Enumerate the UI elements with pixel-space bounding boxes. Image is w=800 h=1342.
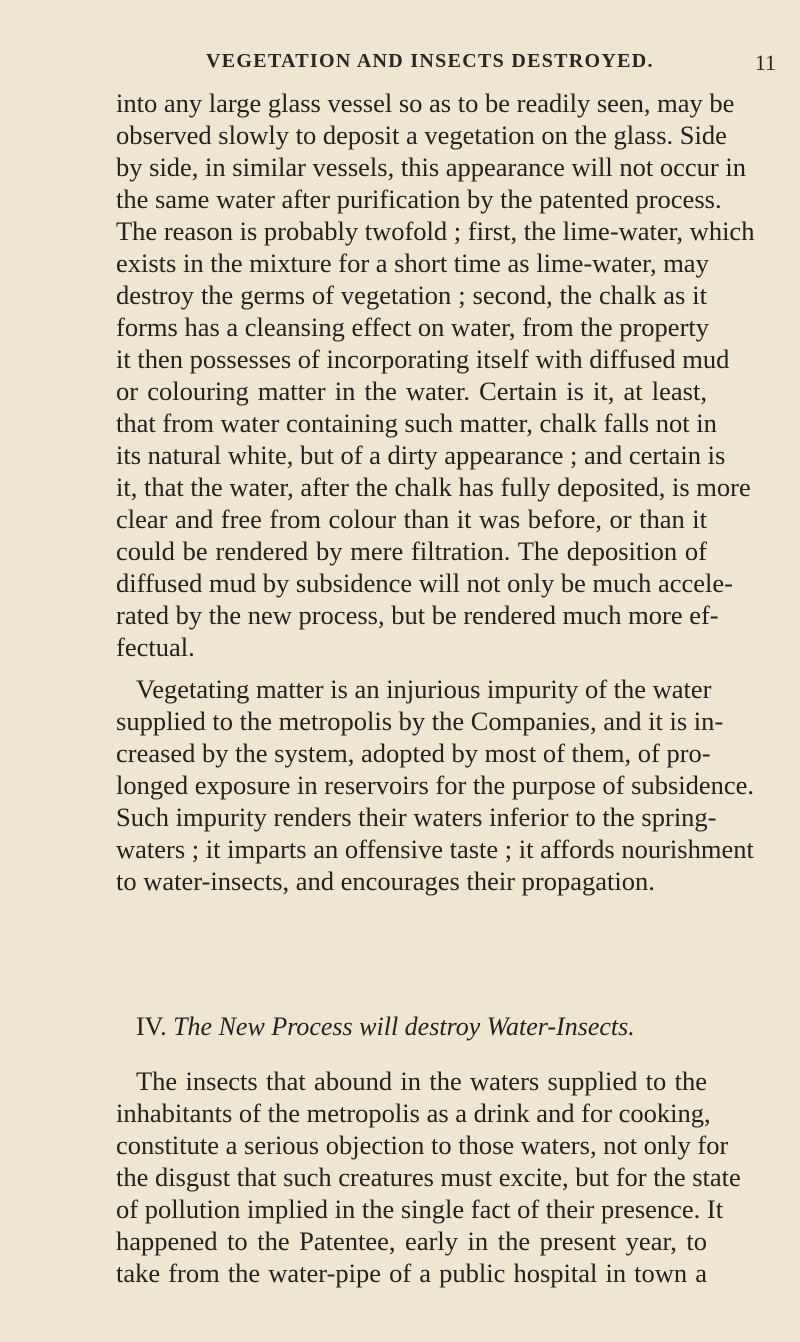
text-line: its natural white, but of a dirty appearance ; and certain is	[116, 440, 726, 470]
text-line: longed exposure in reservoirs for the purpose of subsidence.	[116, 770, 755, 800]
text-line: the disgust that such creatures must excite, but for the state	[116, 1162, 741, 1192]
text-line: destroy the germs of vegetation ; second, the chalk as it	[116, 280, 707, 310]
section-number: IV.	[136, 1012, 167, 1041]
text-line: Such impurity renders their waters inferior to the spring-	[116, 802, 717, 832]
text-line: by side, in similar vessels, this appearance will not occur in	[116, 152, 746, 182]
text-line: creased by the system, adopted by most of them, of pro-	[116, 738, 711, 768]
text-line: inhabitants of the metropolis as a drink and for cooking,	[116, 1098, 711, 1128]
text-line: happened to the Patentee, early in the present year, to	[116, 1226, 707, 1256]
text-line: clear and free from colour than it was before, or than it	[116, 504, 707, 534]
text-line: forms has a cleansing effect on water, from the property	[116, 312, 710, 342]
text-line: observed slowly to deposit a vegetation on the glass. Side	[116, 120, 727, 150]
text-line: rated by the new process, but be rendered much more ef-	[116, 600, 719, 630]
text-line: fectual.	[116, 632, 195, 662]
page-number: 11	[754, 50, 776, 75]
text-line: Vegetating matter is an injurious impurity of the water	[136, 674, 712, 704]
text-line: it, that the water, after the chalk has fully deposited, is more	[116, 472, 751, 502]
text-line: could be rendered by mere filtration. The deposition of	[116, 536, 707, 566]
section-title: The New Process will destroy Water-Insects.	[173, 1012, 635, 1041]
running-title: VEGETATION AND INSECTS DESTROYED.	[206, 50, 654, 72]
section-heading	[136, 1012, 635, 1042]
page-header	[206, 50, 776, 80]
text-line: take from the water-pipe of a public hospital in town a	[116, 1258, 707, 1288]
text-line: constitute a serious objection to those waters, not only for	[116, 1130, 729, 1160]
text-line: the same water after purification by the patented process.	[116, 184, 722, 214]
text-line: The reason is probably twofold ; first, the lime-water, which	[116, 216, 755, 246]
text-line: diffused mud by subsidence will not only be much accele-	[116, 568, 733, 598]
text-line: to water-insects, and encourages their propagation.	[116, 866, 655, 896]
text-line: or colouring matter in the water. Certain is it, at least,	[116, 376, 707, 406]
text-line: waters ; it imparts an offensive taste ; it affords nourishment	[116, 834, 754, 864]
text-line: that from water containing such matter, chalk falls not in	[116, 408, 717, 438]
text-line: exists in the mixture for a short time as lime-water, may	[116, 248, 709, 278]
text-line: into any large glass vessel so as to be readily seen, may be	[116, 88, 735, 118]
text-line: of pollution implied in the single fact of their presence. It	[116, 1194, 724, 1224]
text-line: The insects that abound in the waters supplied to the	[136, 1066, 707, 1096]
text-line: it then possesses of incorporating itself with diffused mud	[116, 344, 730, 374]
text-line: supplied to the metropolis by the Companies, and it is in-	[116, 706, 724, 736]
